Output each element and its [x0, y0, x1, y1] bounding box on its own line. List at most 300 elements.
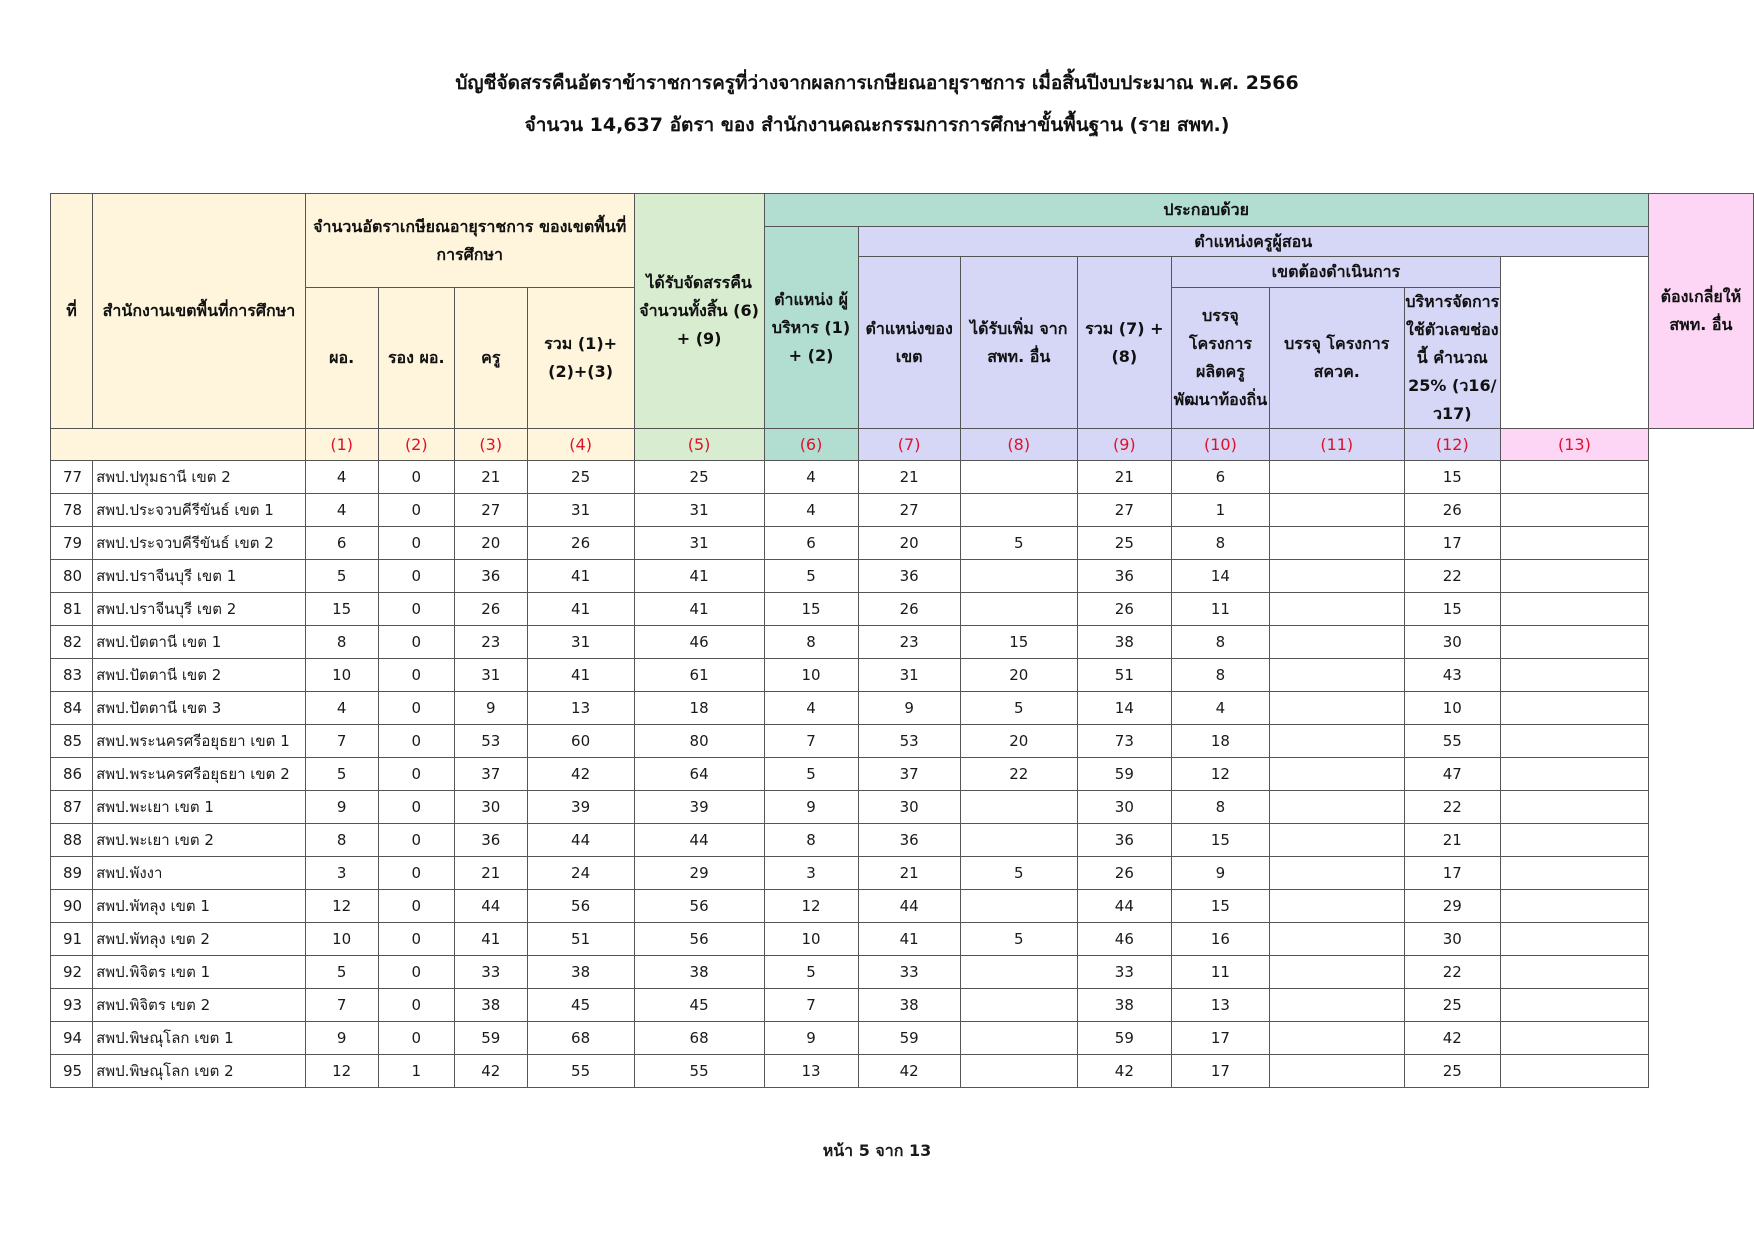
- cell-c1: 12: [305, 890, 378, 923]
- cell-c12: 30: [1404, 923, 1500, 956]
- cell-c6: 4: [764, 461, 858, 494]
- cell-c7: 36: [858, 560, 960, 593]
- cell-c12: 21: [1404, 824, 1500, 857]
- col-number-6: (6): [764, 429, 858, 461]
- cell-c11: [1269, 527, 1404, 560]
- cell-c6: 10: [764, 659, 858, 692]
- cell-no: 79: [51, 527, 93, 560]
- cell-c11: [1269, 659, 1404, 692]
- cell-c13: [1500, 824, 1648, 857]
- cell-c6: 12: [764, 890, 858, 923]
- cell-c5: 56: [634, 923, 764, 956]
- header-give-other: ต้องเกลี่ยให้ สพท. อื่น: [1648, 194, 1753, 429]
- cell-no: 89: [51, 857, 93, 890]
- cell-c5: 38: [634, 956, 764, 989]
- cell-c6: 3: [764, 857, 858, 890]
- cell-c10: 1: [1171, 494, 1269, 527]
- cell-c8: [960, 890, 1077, 923]
- cell-c1: 9: [305, 1022, 378, 1055]
- header-composed-of: ประกอบด้วย: [764, 194, 1648, 227]
- cell-c2: 0: [378, 560, 454, 593]
- col-number-5: (5): [634, 429, 764, 461]
- cell-c2: 0: [378, 758, 454, 791]
- cell-c8: [960, 593, 1077, 626]
- cell-c4: 42: [527, 758, 634, 791]
- cell-c8: [960, 1055, 1077, 1088]
- cell-c8: [960, 824, 1077, 857]
- cell-c11: [1269, 923, 1404, 956]
- cell-c9: 33: [1077, 956, 1171, 989]
- cell-c7: 53: [858, 725, 960, 758]
- col-number-13: (13): [1500, 429, 1648, 461]
- cell-c11: [1269, 956, 1404, 989]
- cell-c2: 0: [378, 692, 454, 725]
- cell-c8: 5: [960, 692, 1077, 725]
- cell-c3: 23: [454, 626, 527, 659]
- cell-c3: 33: [454, 956, 527, 989]
- cell-c3: 26: [454, 593, 527, 626]
- cell-c4: 51: [527, 923, 634, 956]
- cell-c13: [1500, 956, 1648, 989]
- cell-c3: 20: [454, 527, 527, 560]
- cell-c2: 0: [378, 857, 454, 890]
- table-row: [51, 527, 1754, 560]
- cell-no: 88: [51, 824, 93, 857]
- cell-c10: 8: [1171, 659, 1269, 692]
- cell-c4: 31: [527, 626, 634, 659]
- cell-no: 80: [51, 560, 93, 593]
- cell-no: 90: [51, 890, 93, 923]
- cell-no: 87: [51, 791, 93, 824]
- cell-c5: 64: [634, 758, 764, 791]
- cell-c10: 8: [1171, 527, 1269, 560]
- cell-no: 77: [51, 461, 93, 494]
- col-number-11: (11): [1269, 429, 1404, 461]
- header-director: ผอ.: [305, 288, 378, 429]
- cell-c9: 38: [1077, 989, 1171, 1022]
- cell-c4: 25: [527, 461, 634, 494]
- cell-c4: 41: [527, 560, 634, 593]
- cell-c11: [1269, 791, 1404, 824]
- cell-c1: 12: [305, 1055, 378, 1088]
- cell-office: สพป.ประจวบคีรีขันธ์ เขต 1: [93, 494, 306, 527]
- cell-c2: 1: [378, 1055, 454, 1088]
- table-row: [51, 1055, 1754, 1088]
- cell-c10: 18: [1171, 725, 1269, 758]
- cell-c5: 55: [634, 1055, 764, 1088]
- cell-office: สพป.พิจิตร เขต 1: [93, 956, 306, 989]
- cell-c10: 9: [1171, 857, 1269, 890]
- table-row: [51, 791, 1754, 824]
- cell-c13: [1500, 593, 1648, 626]
- col-number-10: (10): [1171, 429, 1269, 461]
- cell-c6: 6: [764, 527, 858, 560]
- cell-c1: 9: [305, 791, 378, 824]
- cell-c2: 0: [378, 593, 454, 626]
- cell-c10: 17: [1171, 1022, 1269, 1055]
- cell-c8: 5: [960, 923, 1077, 956]
- cell-c5: 41: [634, 560, 764, 593]
- allocation-table: [50, 193, 1754, 1088]
- cell-c12: 25: [1404, 989, 1500, 1022]
- cell-c3: 30: [454, 791, 527, 824]
- col-number-3: (3): [454, 429, 527, 461]
- cell-office: สพป.ปราจีนบุรี เขต 1: [93, 560, 306, 593]
- cell-c9: 25: [1077, 527, 1171, 560]
- header-teacher-position: ตำแหน่งครูผู้สอน: [858, 227, 1648, 257]
- table-row: [51, 626, 1754, 659]
- cell-c3: 36: [454, 560, 527, 593]
- cell-c12: 17: [1404, 527, 1500, 560]
- table-row: [51, 989, 1754, 1022]
- cell-c11: [1269, 824, 1404, 857]
- cell-c10: 12: [1171, 758, 1269, 791]
- cell-c2: 0: [378, 824, 454, 857]
- cell-c1: 15: [305, 593, 378, 626]
- cell-office: สพป.พิษณุโลก เขต 2: [93, 1055, 306, 1088]
- cell-c11: [1269, 1022, 1404, 1055]
- cell-c4: 68: [527, 1022, 634, 1055]
- cell-c3: 9: [454, 692, 527, 725]
- cell-no: 91: [51, 923, 93, 956]
- cell-c3: 38: [454, 989, 527, 1022]
- header-manage-25: บริหารจัดการ ใช้ตัวเลขช่องนี้ คำนวณ 25% (ว16/ ว17): [1404, 288, 1500, 429]
- table-row: [51, 890, 1754, 923]
- cell-c2: 0: [378, 626, 454, 659]
- table-row: [51, 857, 1754, 890]
- cell-c3: 41: [454, 923, 527, 956]
- cell-c8: 22: [960, 758, 1077, 791]
- cell-c3: 37: [454, 758, 527, 791]
- cell-c3: 21: [454, 461, 527, 494]
- cell-c3: 44: [454, 890, 527, 923]
- cell-c7: 36: [858, 824, 960, 857]
- cell-c1: 7: [305, 725, 378, 758]
- cell-c12: 43: [1404, 659, 1500, 692]
- cell-no: 82: [51, 626, 93, 659]
- cell-c12: 42: [1404, 1022, 1500, 1055]
- cell-c4: 55: [527, 1055, 634, 1088]
- cell-c7: 37: [858, 758, 960, 791]
- table-row: [51, 461, 1754, 494]
- cell-c10: 4: [1171, 692, 1269, 725]
- header-must-do: เขตต้องดำเนินการ: [1171, 257, 1500, 288]
- cell-c11: [1269, 989, 1404, 1022]
- cell-c1: 5: [305, 758, 378, 791]
- cell-c6: 7: [764, 989, 858, 1022]
- cell-no: 93: [51, 989, 93, 1022]
- cell-c8: 20: [960, 725, 1077, 758]
- cell-c3: 27: [454, 494, 527, 527]
- cell-c10: 6: [1171, 461, 1269, 494]
- cell-c2: 0: [378, 791, 454, 824]
- table-row: [51, 593, 1754, 626]
- cell-office: สพป.พะเยา เขต 1: [93, 791, 306, 824]
- cell-c3: 21: [454, 857, 527, 890]
- cell-c8: [960, 989, 1077, 1022]
- cell-c4: 56: [527, 890, 634, 923]
- header-deputy: รอง ผอ.: [378, 288, 454, 429]
- cell-c10: 13: [1171, 989, 1269, 1022]
- cell-office: สพป.พิษณุโลก เขต 1: [93, 1022, 306, 1055]
- cell-c8: 20: [960, 659, 1077, 692]
- cell-c7: 23: [858, 626, 960, 659]
- cell-no: 92: [51, 956, 93, 989]
- cell-c5: 31: [634, 494, 764, 527]
- cell-c4: 31: [527, 494, 634, 527]
- cell-c2: 0: [378, 725, 454, 758]
- cell-c13: [1500, 692, 1648, 725]
- cell-c6: 15: [764, 593, 858, 626]
- table-row: [51, 560, 1754, 593]
- cell-c11: [1269, 692, 1404, 725]
- cell-office: สพป.พัทลุง เขต 2: [93, 923, 306, 956]
- table-row: [51, 758, 1754, 791]
- cell-c4: 44: [527, 824, 634, 857]
- cell-c1: 5: [305, 956, 378, 989]
- cell-c2: 0: [378, 461, 454, 494]
- cell-c11: [1269, 1055, 1404, 1088]
- cell-c7: 42: [858, 1055, 960, 1088]
- cell-c7: 41: [858, 923, 960, 956]
- cell-c7: 38: [858, 989, 960, 1022]
- cell-c13: [1500, 659, 1648, 692]
- header-skvk: บรรจุ โครงการ สควค.: [1269, 288, 1404, 429]
- cell-c13: [1500, 494, 1648, 527]
- cell-office: สพป.ปัตตานี เขต 3: [93, 692, 306, 725]
- cell-c10: 15: [1171, 890, 1269, 923]
- header-retire-total: รวม (1)+(2)+(3): [527, 288, 634, 429]
- cell-c4: 13: [527, 692, 634, 725]
- cell-c9: 26: [1077, 593, 1171, 626]
- cell-c4: 39: [527, 791, 634, 824]
- cell-c7: 30: [858, 791, 960, 824]
- header-allocated: ได้รับจัดสรรคืน จำนวนทั้งสิ้น (6) + (9): [634, 194, 764, 429]
- cell-c1: 10: [305, 659, 378, 692]
- cell-c10: 16: [1171, 923, 1269, 956]
- cell-c6: 5: [764, 560, 858, 593]
- cell-no: 81: [51, 593, 93, 626]
- cell-c13: [1500, 461, 1648, 494]
- cell-c2: 0: [378, 527, 454, 560]
- col-number-12: (12): [1404, 429, 1500, 461]
- cell-c11: [1269, 494, 1404, 527]
- cell-c9: 21: [1077, 461, 1171, 494]
- table-row: [51, 956, 1754, 989]
- cell-c7: 59: [858, 1022, 960, 1055]
- cell-c12: 30: [1404, 626, 1500, 659]
- cell-c1: 4: [305, 494, 378, 527]
- cell-c4: 60: [527, 725, 634, 758]
- cell-c9: 38: [1077, 626, 1171, 659]
- table-row: [51, 725, 1754, 758]
- cell-c3: 31: [454, 659, 527, 692]
- cell-c9: 30: [1077, 791, 1171, 824]
- cell-c12: 15: [1404, 461, 1500, 494]
- cell-c6: 4: [764, 494, 858, 527]
- cell-c8: [960, 560, 1077, 593]
- cell-c13: [1500, 989, 1648, 1022]
- header-number-spacer: [51, 429, 306, 461]
- cell-c7: 21: [858, 461, 960, 494]
- cell-c2: 0: [378, 890, 454, 923]
- document-title: บัญชีจัดสรรคืนอัตราข้าราชการครูที่ว่างจากผลการเกษียณอายุราชการ เมื่อสิ้นปีงบประมาณ พ.ศ. 2566: [455, 72, 1299, 94]
- cell-no: 85: [51, 725, 93, 758]
- cell-c2: 0: [378, 989, 454, 1022]
- cell-c7: 31: [858, 659, 960, 692]
- cell-c10: 17: [1171, 1055, 1269, 1088]
- cell-c8: 5: [960, 857, 1077, 890]
- cell-no: 95: [51, 1055, 93, 1088]
- table-body: [51, 461, 1754, 1088]
- cell-c1: 10: [305, 923, 378, 956]
- cell-c11: [1269, 890, 1404, 923]
- cell-c5: 29: [634, 857, 764, 890]
- col-number-4: (4): [527, 429, 634, 461]
- cell-no: 94: [51, 1022, 93, 1055]
- cell-office: สพป.ประจวบคีรีขันธ์ เขต 2: [93, 527, 306, 560]
- table-row: [51, 692, 1754, 725]
- cell-c12: 22: [1404, 956, 1500, 989]
- cell-c6: 13: [764, 1055, 858, 1088]
- cell-c10: 15: [1171, 824, 1269, 857]
- cell-c3: 36: [454, 824, 527, 857]
- cell-c1: 4: [305, 692, 378, 725]
- cell-c9: 42: [1077, 1055, 1171, 1088]
- cell-c6: 5: [764, 956, 858, 989]
- cell-c8: [960, 791, 1077, 824]
- header-district-position: ตำแหน่งของ เขต: [858, 257, 960, 429]
- cell-c4: 26: [527, 527, 634, 560]
- cell-c6: 7: [764, 725, 858, 758]
- cell-c8: 15: [960, 626, 1077, 659]
- cell-c7: 26: [858, 593, 960, 626]
- cell-c5: 31: [634, 527, 764, 560]
- cell-c9: 44: [1077, 890, 1171, 923]
- cell-c7: 9: [858, 692, 960, 725]
- cell-c4: 45: [527, 989, 634, 1022]
- cell-c13: [1500, 857, 1648, 890]
- cell-c12: 10: [1404, 692, 1500, 725]
- cell-c12: 15: [1404, 593, 1500, 626]
- cell-c5: 39: [634, 791, 764, 824]
- col-number-2: (2): [378, 429, 454, 461]
- cell-c10: 11: [1171, 593, 1269, 626]
- cell-office: สพป.พระนครศรีอยุธยา เขต 2: [93, 758, 306, 791]
- cell-c9: 36: [1077, 560, 1171, 593]
- cell-c2: 0: [378, 494, 454, 527]
- cell-c12: 26: [1404, 494, 1500, 527]
- header-retire-group: จำนวนอัตราเกษียณอายุราชการ ของเขตพื้นที่การศึกษา: [305, 194, 634, 288]
- table-row: [51, 659, 1754, 692]
- cell-c7: 20: [858, 527, 960, 560]
- cell-c11: [1269, 560, 1404, 593]
- cell-c8: [960, 1022, 1077, 1055]
- table-row: [51, 494, 1754, 527]
- cell-c4: 38: [527, 956, 634, 989]
- cell-c5: 46: [634, 626, 764, 659]
- cell-c6: 8: [764, 626, 858, 659]
- cell-c12: 55: [1404, 725, 1500, 758]
- cell-c13: [1500, 758, 1648, 791]
- cell-c12: 25: [1404, 1055, 1500, 1088]
- cell-c1: 6: [305, 527, 378, 560]
- cell-c1: 5: [305, 560, 378, 593]
- cell-c10: 8: [1171, 626, 1269, 659]
- cell-c7: 21: [858, 857, 960, 890]
- cell-c2: 0: [378, 956, 454, 989]
- cell-office: สพป.พระนครศรีอยุธยา เขต 1: [93, 725, 306, 758]
- cell-c4: 41: [527, 659, 634, 692]
- cell-c8: [960, 494, 1077, 527]
- cell-c13: [1500, 1055, 1648, 1088]
- cell-no: 78: [51, 494, 93, 527]
- col-number-7: (7): [858, 429, 960, 461]
- header-no: ที่: [51, 194, 93, 429]
- cell-office: สพป.พิจิตร เขต 2: [93, 989, 306, 1022]
- cell-c1: 8: [305, 824, 378, 857]
- cell-office: สพป.พะเยา เขต 2: [93, 824, 306, 857]
- cell-c5: 41: [634, 593, 764, 626]
- cell-c11: [1269, 626, 1404, 659]
- cell-c12: 47: [1404, 758, 1500, 791]
- cell-c1: 3: [305, 857, 378, 890]
- cell-c9: 27: [1077, 494, 1171, 527]
- cell-c9: 26: [1077, 857, 1171, 890]
- cell-c5: 18: [634, 692, 764, 725]
- cell-office: สพป.ปราจีนบุรี เขต 2: [93, 593, 306, 626]
- cell-c9: 59: [1077, 758, 1171, 791]
- cell-c1: 8: [305, 626, 378, 659]
- cell-c13: [1500, 626, 1648, 659]
- cell-c9: 73: [1077, 725, 1171, 758]
- header-extra: ได้รับเพิ่ม จาก สพท. อื่น: [960, 257, 1077, 429]
- cell-c9: 14: [1077, 692, 1171, 725]
- cell-no: 83: [51, 659, 93, 692]
- cell-c10: 8: [1171, 791, 1269, 824]
- cell-c5: 68: [634, 1022, 764, 1055]
- cell-c13: [1500, 725, 1648, 758]
- header-office: สำนักงานเขตพื้นที่การศึกษา: [93, 194, 306, 429]
- cell-c11: [1269, 461, 1404, 494]
- cell-c11: [1269, 725, 1404, 758]
- cell-c13: [1500, 791, 1648, 824]
- header-admin-position: ตำแหน่ง ผู้บริหาร (1) + (2): [764, 227, 858, 429]
- cell-no: 84: [51, 692, 93, 725]
- cell-c13: [1500, 527, 1648, 560]
- col-number-1: (1): [305, 429, 378, 461]
- cell-office: สพป.พัทลุง เขต 1: [93, 890, 306, 923]
- col-number-9: (9): [1077, 429, 1171, 461]
- cell-c9: 46: [1077, 923, 1171, 956]
- cell-c8: [960, 956, 1077, 989]
- cell-c3: 59: [454, 1022, 527, 1055]
- cell-c13: [1500, 923, 1648, 956]
- cell-c12: 22: [1404, 560, 1500, 593]
- cell-c11: [1269, 857, 1404, 890]
- cell-c12: 17: [1404, 857, 1500, 890]
- cell-c13: [1500, 1022, 1648, 1055]
- cell-c2: 0: [378, 1022, 454, 1055]
- cell-office: สพป.ปัตตานี เขต 1: [93, 626, 306, 659]
- allocation-table-wrapper: [50, 193, 1754, 1088]
- cell-c5: 56: [634, 890, 764, 923]
- document-subtitle: จำนวน 14,637 อัตรา ของ สำนักงานคณะกรรมการการศึกษาขั้นพื้นฐาน (ราย สพท.): [524, 114, 1230, 136]
- cell-c13: [1500, 560, 1648, 593]
- cell-c5: 61: [634, 659, 764, 692]
- cell-c11: [1269, 593, 1404, 626]
- cell-c1: 4: [305, 461, 378, 494]
